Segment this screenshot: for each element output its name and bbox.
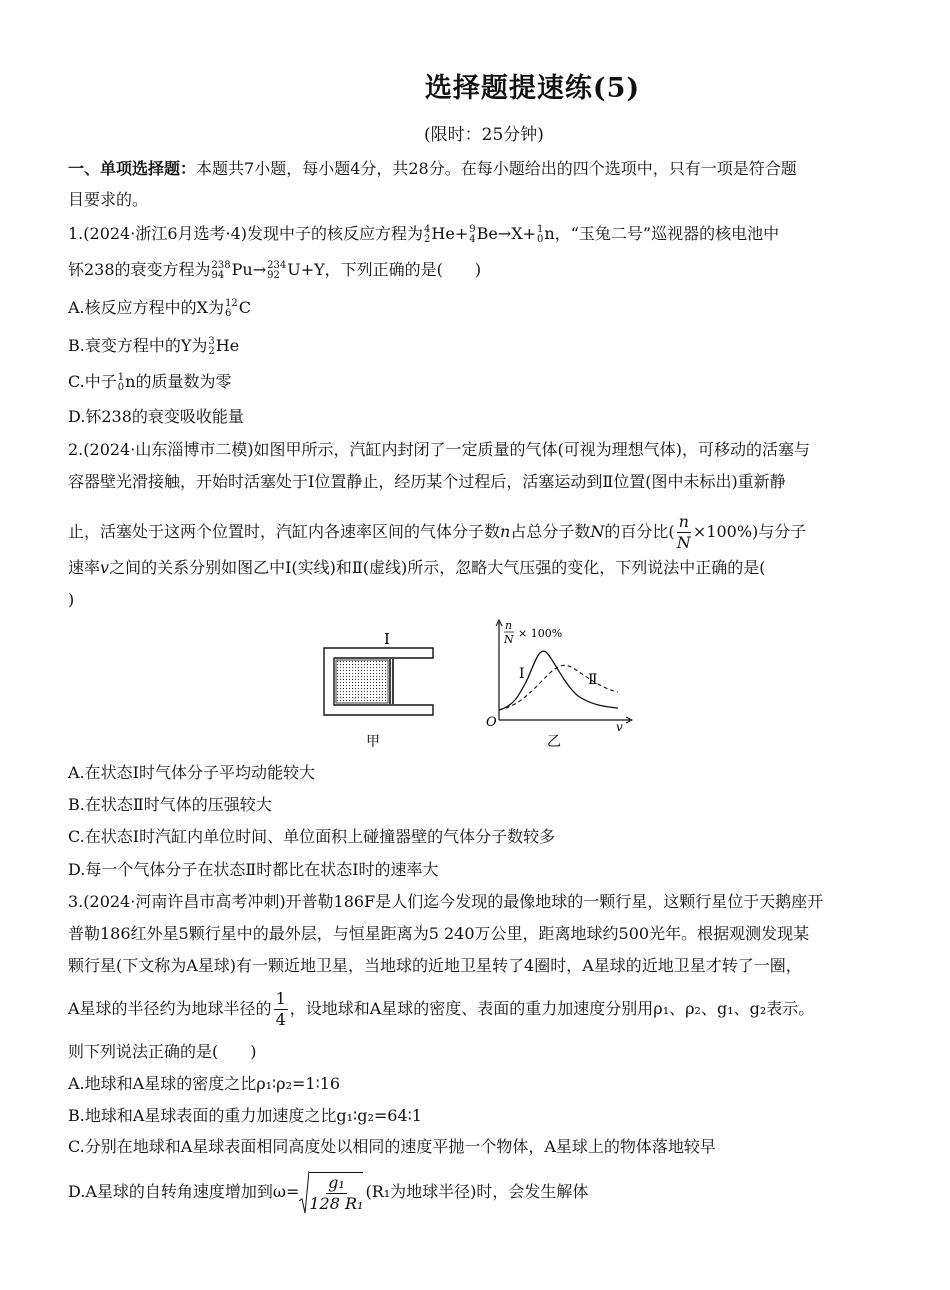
label-jia: 甲: [366, 734, 380, 750]
q3-line1: 3.(2024·河南许昌市高考冲刺)开普勒186F是人们迄今发现的最像地球的一颗行星，这颗行星位于天鹅座开: [68, 892, 824, 911]
q2-line4: 速率v之间的关系分别如图乙中Ⅰ(实线)和Ⅱ(虚线)所示，忽略大气压强的变化，下列说法中正确的是(: [68, 558, 766, 577]
label-yi: 乙: [547, 734, 561, 750]
q2-line5: ): [68, 590, 75, 609]
n-over-N-fraction: $\frac{n}{N}$: [676, 512, 691, 552]
pu-nuclide-indices: 238 94: [211, 259, 231, 281]
q3-option-b: B.地球和A星球表面的重力加速度之比g₁∶g₂=64∶1: [68, 1106, 422, 1125]
y-label-suffix: × 100%: [518, 627, 563, 640]
q3-option-c: C.分别在地球和A星球表面相同高度处以相同的速度平抛一个物体，A星球上的物体落地较早: [68, 1137, 716, 1156]
be-nuclide-indices: 9 4: [469, 223, 476, 245]
u-nuclide-indices: 234 92: [267, 259, 287, 281]
q1-line1: [68, 223, 888, 245]
n-nuclide-indices: 1 0: [537, 223, 544, 245]
q2-line2: 容器壁光滑接触，开始时活塞处于Ⅰ位置静止，经历某个过程后，活塞运动到Ⅱ位置(图中未标出)重新静: [68, 472, 786, 491]
cylinder-diagram: [324, 630, 433, 750]
q2-option-c: C.在状态Ⅰ时汽缸内单位时间、单位面积上碰撞器壁的气体分子数较多: [68, 827, 556, 846]
y-label-N: N: [504, 633, 514, 646]
q1-option-a: A.核反应方程中的X为 12 6 C: [68, 297, 252, 319]
q2-option-a: A.在状态Ⅰ时气体分子平均动能较大: [68, 763, 315, 782]
q3-line4: A星球的半径约为地球半径的 $\frac{1}{4}$ ，设地球和A星球的密度、表面的重力加速度分别用ρ₁、ρ₂、g₁、g₂表示。: [68, 989, 815, 1029]
q1-option-d: D.钚238的衰变吸收能量: [68, 407, 244, 426]
curve-I-label: Ⅰ: [519, 666, 525, 682]
eq-u: U+Y，下列正确的是( ): [287, 260, 482, 279]
y-label-n: n: [505, 619, 513, 632]
q3-line2: 普勒186红外星5颗行星中的最外层，与恒星距离为5 240万公里，距离地球约500光年。根据观测发现某: [68, 924, 810, 943]
piston-label-I: Ⅰ: [384, 630, 390, 648]
q1-stem-a: 发现中子的核反应方程为: [247, 224, 424, 243]
q1-line2-text: 钚238的衰变方程为: [68, 260, 211, 279]
sqrt-expression: $\frac{\text{g₁}}{\text{128 R₁}}$: [299, 1168, 365, 1218]
eq-he: He+: [431, 224, 469, 243]
q3-option-a: A.地球和A星球的密度之比ρ₁∶ρ₂=1∶16: [68, 1074, 341, 1093]
he-nuclide-indices: 4 2: [424, 223, 431, 245]
q2-line3: 止，活塞处于这两个位置时，汽缸内各速率区间的气体分子数n占总分子数N的百分比( $\frac{n}{N}$ ×100%)与分子: [68, 512, 807, 552]
section-text-2: 目要求的。: [68, 190, 149, 209]
page-subtitle: (限时：25分钟): [424, 125, 544, 145]
curve-I-solid: [499, 651, 618, 710]
q1-source: 1.(2024·浙江6月选考·4): [68, 224, 248, 243]
curve-II-dashed: [499, 665, 618, 710]
q2-figure: [318, 618, 648, 757]
eq-n: n: [544, 224, 555, 243]
q2-line1: 2.(2024·山东淄博市二模)如图甲所示，汽缸内封闭了一定质量的气体(可视为理想气体)，可移动的活塞与: [68, 440, 811, 459]
distribution-graph: [486, 619, 632, 750]
eq-be: Be→X+: [476, 224, 537, 243]
q1-option-c: C.中子 1 0 n的质量数为零: [68, 371, 232, 393]
q2-figure-svg: [318, 618, 648, 753]
q3-option-d: D.A星球的自转角速度增加到ω= $\frac{\text{g₁}}{\text{128 R₁}}$ (R₁为地球半径)时，会发生解体: [68, 1167, 888, 1218]
one-quarter-fraction: $\frac{1}{4}$: [275, 989, 286, 1029]
x-label-v: v: [616, 720, 623, 734]
section-heading: 一、单项选择题：: [68, 159, 197, 178]
q1-line2: [68, 259, 888, 281]
q2-option-d: D.每一个气体分子在状态Ⅱ时都比在状态Ⅰ时的速率大: [68, 860, 439, 879]
section-intro-line1: [68, 158, 888, 180]
page-title: 选择题提速练(5): [424, 73, 641, 104]
q2-option-b: B.在状态Ⅱ时气体的压强较大: [68, 795, 272, 814]
q3-line5: 则下列说法正确的是( ): [68, 1042, 257, 1061]
eq-pu: Pu→: [231, 260, 267, 279]
q3-line3: 颗行星(下文称为A星球)有一颗近地卫星，当地球的近地卫星转了4圈时，A星球的近地卫星才转了一圈，: [68, 956, 802, 975]
q1-option-b: B.衰变方程中的Y为 3 2 He: [68, 335, 240, 357]
gas-region: [336, 660, 388, 703]
origin-label: O: [486, 715, 497, 730]
q1-stem-b: ，“玉兔二号”巡视器的核电池中: [554, 224, 780, 243]
curve-II-label: Ⅱ: [588, 672, 598, 688]
section-text-1: 本题共7小题，每小题4分，共28分。在每小题给出的四个选项中，只有一项是符合题: [196, 159, 797, 178]
